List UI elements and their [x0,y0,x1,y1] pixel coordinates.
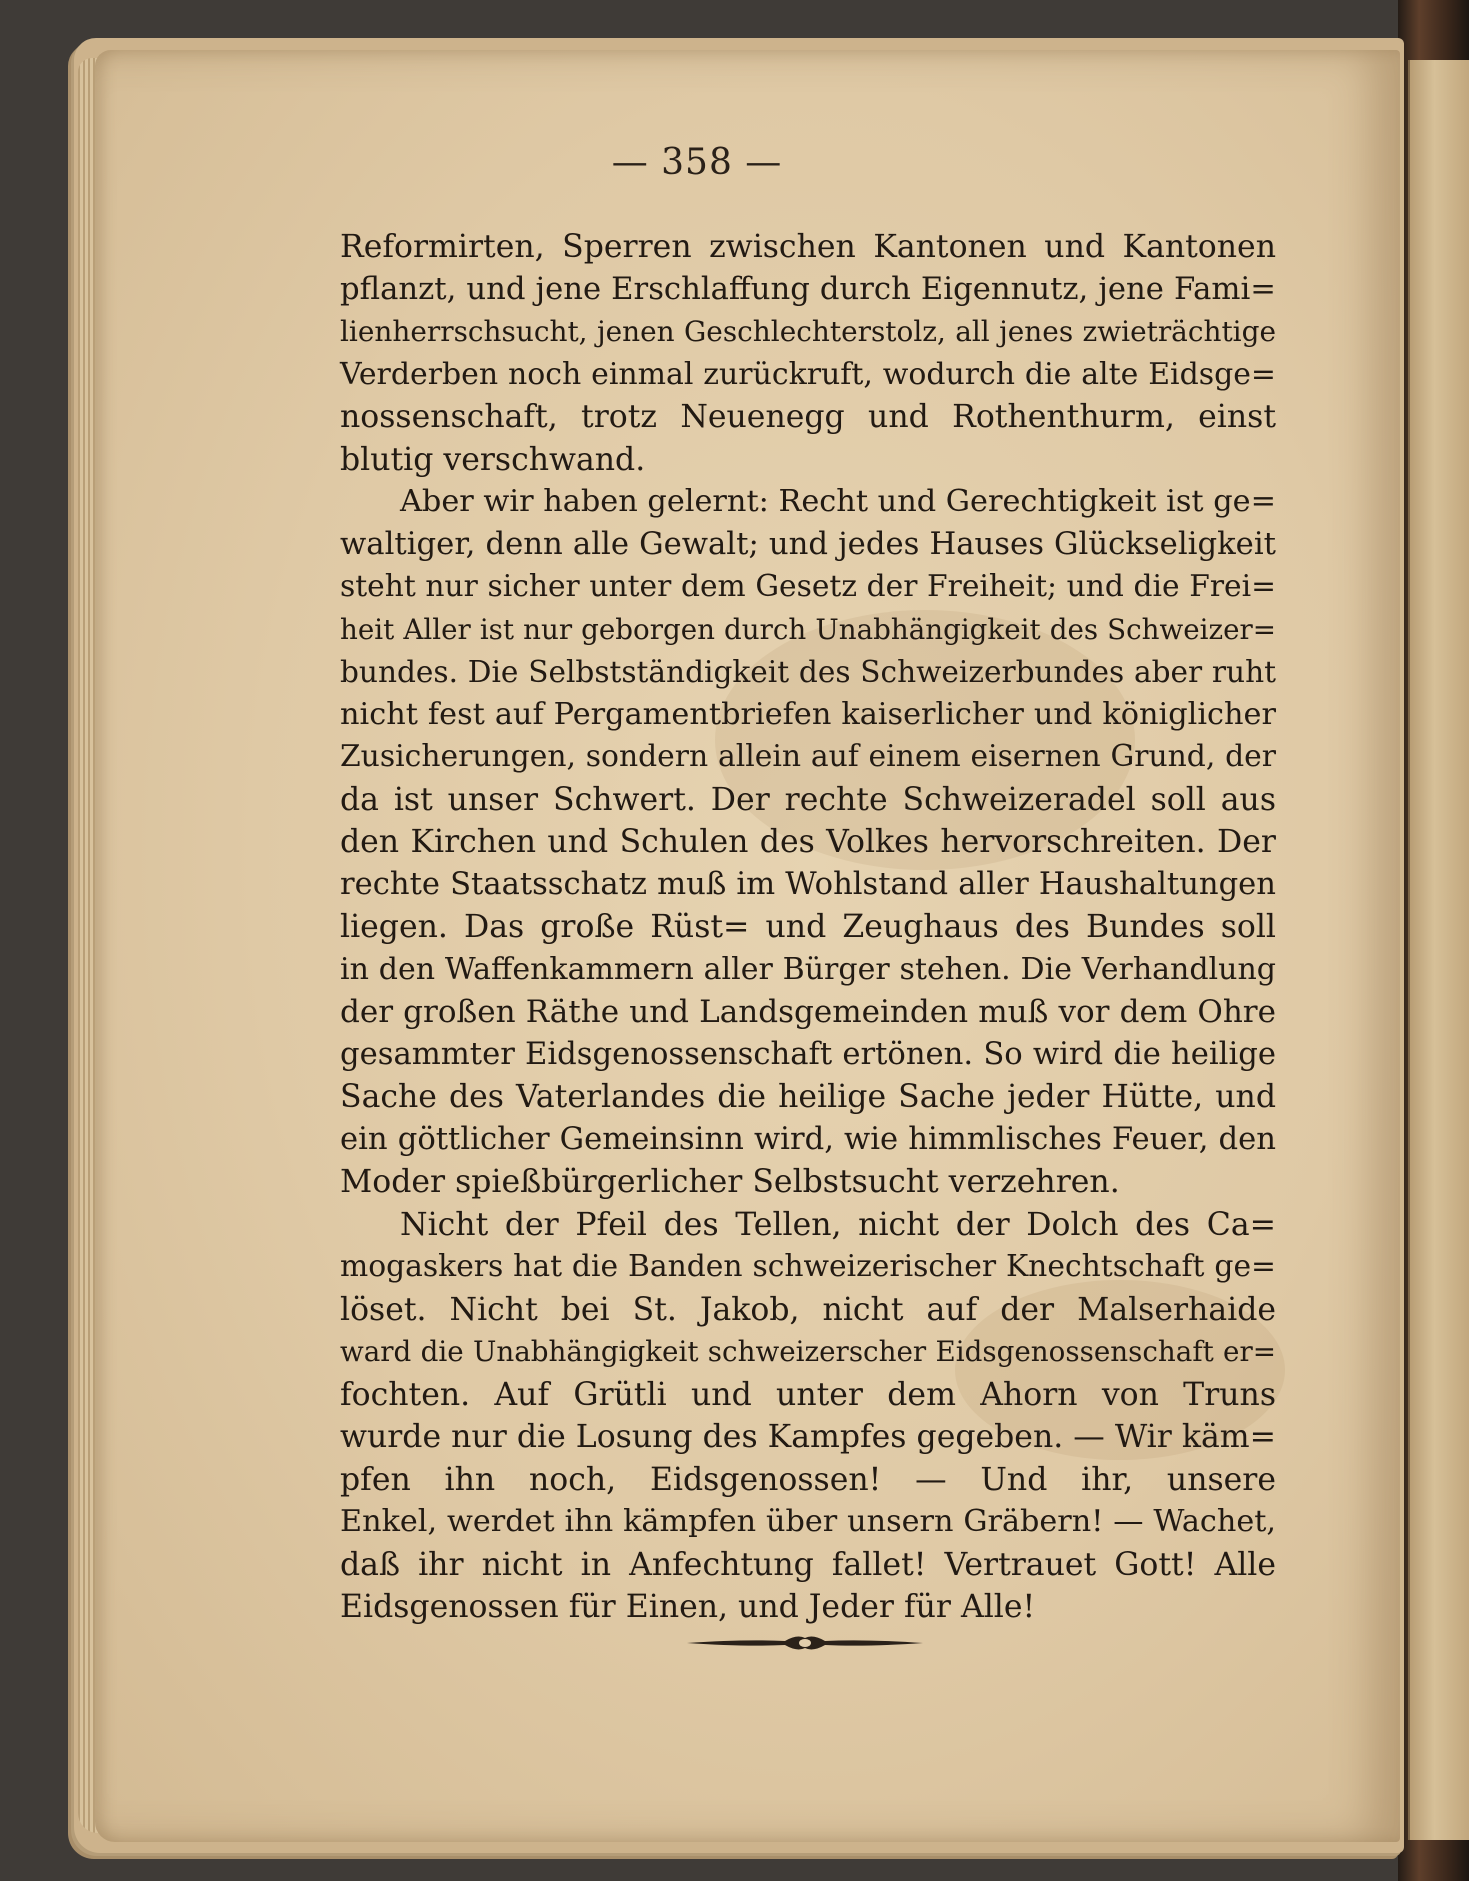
text-line: pfen ihn noch, Eidsgenossen! — Und ihr, unsere [340,1461,1276,1498]
facing-page-edge [1408,60,1469,1840]
text-line: nossenschaft, trotz Neuenegg und Rothenthurm, einst [340,399,1276,435]
text-line: ward die Unabhängigkeit schweizerscher Eidsgenossenschaft er= [340,1335,1276,1368]
text-line: Enkel, werdet ihn kämpfen über unsern Gräbern! — Wachet, [340,1504,1276,1539]
text-line: Sache des Vaterlandes die heilige Sache jeder Hütte, und [340,1079,1276,1115]
text-line: heit Aller ist nur geborgen durch Unabhängigkeit des Schweizer= [340,612,1276,646]
text-line: gesammter Eidsgenossenschaft ertönen. So wird die heilige [340,1036,1276,1072]
text-line: lienherrschsucht, jenen Geschlechterstolz, all jenes zwieträchtige [340,315,1276,348]
text-line: Zusicherungen, sondern allein auf einem eisernen Grund, der [340,739,1276,774]
paragraph-2 [340,481,1276,1204]
text-line: da ist unser Schwert. Der rechte Schweizeradel soll aus [340,781,1276,818]
text-line: Nicht der Pfeil des Tellen, nicht der Dolch des Ca= [400,1206,1276,1243]
text-line: löset. Nicht bei St. Jakob, nicht auf der Malserhaide [340,1291,1276,1328]
text-line: daß ihr nicht in Anfechtung fallet! Vertrauet Gott! Alle [340,1546,1276,1583]
text-line: der großen Räthe und Landsgemeinden muß vor dem Ohre [340,994,1276,1030]
text-line: mogaskers hat die Banden schweizerischer Knechtschaft ge= [340,1249,1276,1284]
text-line: wurde nur die Losung des Kampfes gegeben. — Wir käm= [340,1419,1276,1455]
text-line: rechte Staatsschatz muß im Wohlstand aller Haushaltungen [340,866,1276,902]
text-line: ein göttlicher Gemeinsinn wird, wie himmlisches Feuer, den [340,1121,1276,1157]
text-line: waltiger, denn alle Gewalt; und jedes Hauses Glückseligkeit [340,526,1276,562]
text-line: Eidsgenossen für Einen, und Jeder für Alle! [340,1589,1036,1625]
text-line: Moder spießbürgerlicher Selbstsucht verzehren. [340,1164,1120,1200]
text-line: den Kirchen und Schulen des Volkes hervorschreiten. Der [340,824,1276,860]
paragraph-1 [340,226,1276,481]
text-line: in den Waffenkammern aller Bürger stehen. Die Verhandlung [340,951,1276,987]
text-line: fochten. Auf Grütli und unter dem Ahorn von Truns [340,1376,1276,1413]
text-line: Aber wir haben gelernt: Recht und Gerechtigkeit ist ge= [400,484,1276,519]
text-line: bundes. Die Selbstständigkeit des Schweizerbundes aber ruht [340,655,1276,689]
text-line: steht nur sicher unter dem Gesetz der Freiheit; und die Frei= [340,569,1276,604]
text-line: Reformirten, Sperren zwischen Kantonen und Kantonen [340,229,1276,265]
text-line: liegen. Das große Rüst= und Zeughaus des Bundes soll [340,909,1276,945]
text-line: blutig verschwand. [340,441,646,478]
text-line: nicht fest auf Pergamentbriefen kaiserlicher und königlicher [340,696,1276,732]
page-number: — 358 — [611,142,783,183]
text-line: pflanzt, und jene Erschlaffung durch Eigennutz, jene Fami= [340,271,1276,307]
paragraph-3 [340,1204,1276,1629]
body-text [340,226,1276,1629]
end-ornament-icon [685,1630,925,1656]
text-line: Verderben noch einmal zurückruft, wodurch die alte Eidsge= [340,356,1276,392]
